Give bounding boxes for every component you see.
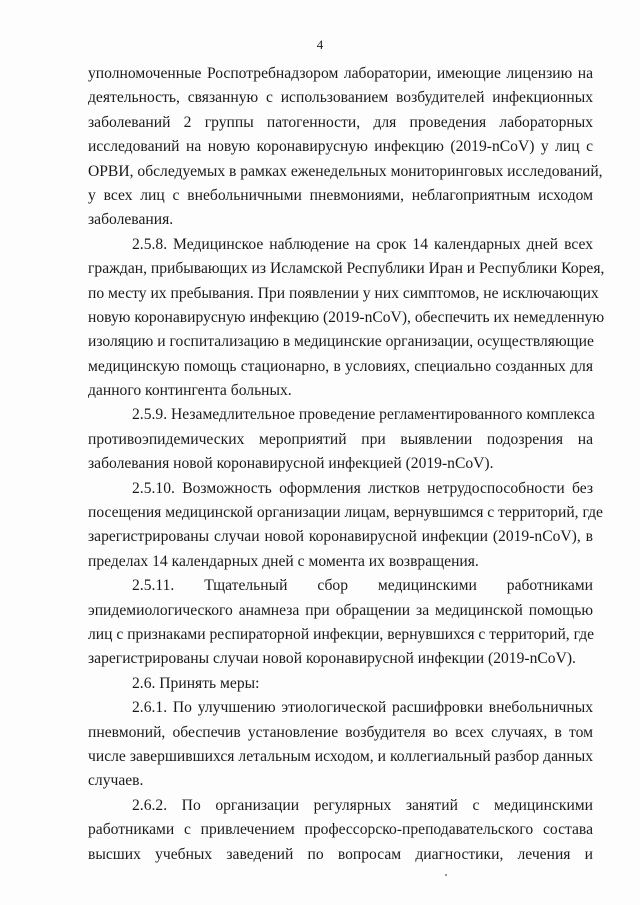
paragraph-p-2-6-2 [88,794,593,867]
text-line: пневмоний, обеспечив установление возбудителя во всех случаях, в том [88,723,593,741]
paragraph-p-2-5-9 [88,403,593,476]
text-line: заболевания. [88,211,174,229]
text-line: 2.6. Принять меры: [132,674,260,692]
text-line: зарегистрированы случаи новой коронавирусной инфекции (2019-nCoV). [88,650,576,668]
text-line: 2.5.9. Незамедлительное проведение регламентированного комплекса [132,406,595,424]
text-line: высших учебных заведений по вопросам диагностики, лечения и [88,845,593,863]
text-line: ОРВИ, обследуемых в рамках еженедельных мониторинговых исследований, [88,162,603,180]
text-line: медицинскую помощь стационарно, в условиях, специально созданных для [88,357,593,375]
paragraph-p-2-6-1 [88,696,593,794]
text-line: 2.6.1. По улучшению этиологической расшифровки внебольничных [132,699,593,717]
text-line: случаев. [88,772,144,790]
text-line: новую коронавирусную инфекцию (2019-nCoV), обеспечить их немедленную [88,308,605,326]
paragraph-p-2-5-11 [88,574,593,672]
document-body [88,62,605,867]
text-line: исследований на новую коронавирусную инфекцию (2019-nCoV) у лиц с [88,138,593,156]
text-line: по месту их пребывания. При появлении у них симптомов, не исключающих [88,284,599,302]
text-line: заболеваний 2 группы патогенности, для проведения лабораторных [88,113,593,131]
paragraph-p-2-5-8 [88,233,605,404]
text-line: 2.5.11. Тщательный сбор медицинскими работниками [132,577,593,595]
text-line: граждан, прибывающих из Исламской Республики Иран и Республики Корея, [88,260,605,278]
text-line: деятельность, связанную с использованием возбудителей инфекционных [88,89,593,107]
page-number: 4 [316,37,324,52]
text-line: лиц с признаками респираторной инфекции, вернувшихся с территорий, где [88,625,595,643]
text-line: эпидемиологического анамнеза при обращении за медицинской помощью [88,601,593,619]
paragraph-p-2-6 [88,672,593,696]
text-line: числе завершившихся летальным исходом, и коллегиальный разбор данных [88,747,593,765]
text-line: работниками с привлечением профессорско-преподавательского состава [88,821,593,839]
text-line: заболевания новой коронавирусной инфекцией (2019-nCoV). [88,455,494,473]
text-line: зарегистрированы случаи новой коронавирусной инфекции (2019-nCoV), в [88,528,593,546]
text-line: 2.6.2. По организации регулярных занятий с медицинскими [132,796,593,814]
scan-artifact-dot [445,874,447,876]
text-line: посещения медицинской организации лицам, вернувшимся с территорий, где [88,504,603,522]
text-line: пределах 14 календарных дней с момента их возвращения. [88,552,479,570]
text-line: у всех лиц с внебольничными пневмониями, неблагоприятным исходом [88,186,593,204]
text-line: уполномоченные Роспотребнадзором лаборатории, имеющие лицензию на [88,65,593,82]
text-line: данного контингента больных. [88,382,292,400]
paragraph-cont [88,62,603,233]
text-line: 2.5.8. Медицинское наблюдение на срок 14 календарных дней всех [132,235,593,253]
text-line: 2.5.10. Возможность оформления листков нетрудоспособности без [132,479,593,497]
text-line: изоляцию и госпитализацию в медицинские организации, осуществляющие [88,333,594,351]
paragraph-p-2-5-10 [88,477,603,575]
text-line: противоэпидемических мероприятий при выявлении подозрения на [88,430,593,448]
